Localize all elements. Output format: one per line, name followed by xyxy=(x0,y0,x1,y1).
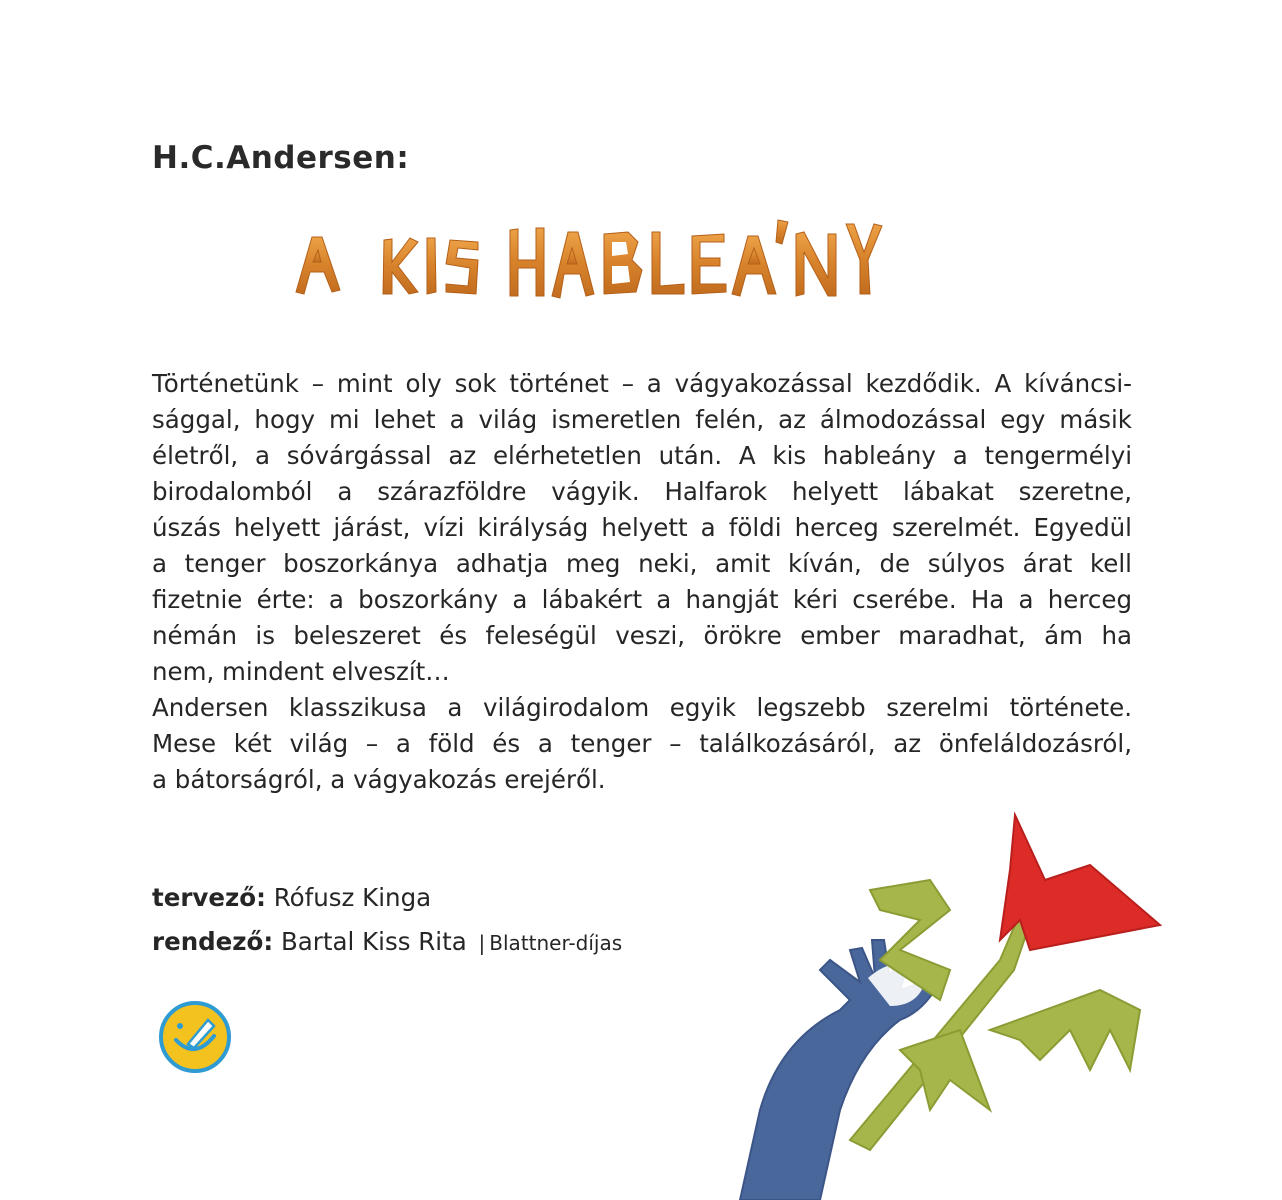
title-letter-a xyxy=(296,237,340,294)
credit-director xyxy=(152,920,622,965)
description-line: sággal, hogy mi lehet a világ ismeretlen felén, az álmodozással egy másik xyxy=(152,405,1132,434)
description-line: Mese két világ – a föld és a tenger – találkozásáról, az önfeláldozásról, xyxy=(152,729,1132,758)
description-line: némán is beleszeret és feleségül veszi, örökre ember maradhat, ám ha xyxy=(152,621,1132,650)
title-papercut xyxy=(282,212,982,312)
credit-designer xyxy=(152,876,622,920)
paper-cut-hand-flower-icon xyxy=(700,810,1180,1200)
author-heading: H.C.Andersen: xyxy=(152,140,410,176)
description-line: a bátorságról, a vágyakozás erejéről. xyxy=(152,765,606,794)
title-letter-k1 xyxy=(383,238,418,294)
description-line: fizetnie érte: a boszorkány a lábakért a hangját kéri cserébe. Ha a herceg xyxy=(152,585,1132,614)
title-letter-a2 xyxy=(552,232,594,298)
title-letter-y xyxy=(846,224,882,294)
title-letter-n xyxy=(796,232,836,296)
description-line: életről, a sóvárgással az elérhetetlen után. A kis hableány a tengermélyi xyxy=(152,441,1132,470)
title-letter-s1 xyxy=(446,240,478,294)
director-role: rendező: xyxy=(152,927,274,956)
description-line: a tenger boszorkánya adhatja meg neki, amit kíván, de súlyos árat kell xyxy=(152,549,1132,578)
description-line: Andersen klasszikusa a világirodalom egyik legszebb szerelmi története. xyxy=(152,693,1132,722)
title-letter-h xyxy=(510,228,544,296)
designer-role: tervező: xyxy=(152,883,266,912)
credits xyxy=(152,876,622,965)
title-letter-a3 xyxy=(732,220,788,296)
title-letter-l xyxy=(652,232,684,294)
description-line: úszás helyett járást, vízi királyság helyett a földi herceg szerelmét. Egyedül xyxy=(152,513,1132,542)
title-letter-b xyxy=(604,232,642,294)
description-text xyxy=(152,366,1132,798)
credit-separator: | xyxy=(478,931,486,955)
puppet-theatre-logo-icon xyxy=(158,1000,232,1074)
director-name: Bartal Kiss Rita xyxy=(280,927,467,956)
director-award: Blattner-díjas xyxy=(489,931,623,955)
description-line: Történetünk – mint oly sok történet – a vágyakozással kezdődik. A kíváncsi- xyxy=(152,369,1132,398)
description-line: nem, mindent elveszít… xyxy=(152,657,450,686)
title-letter-e xyxy=(692,234,726,294)
designer-name: Rófusz Kinga xyxy=(273,883,432,912)
title-letter-i xyxy=(427,238,436,294)
description-line: birodalomból a szárazföldre vágyik. Halfarok helyett lábakat szeretne, xyxy=(152,477,1132,506)
